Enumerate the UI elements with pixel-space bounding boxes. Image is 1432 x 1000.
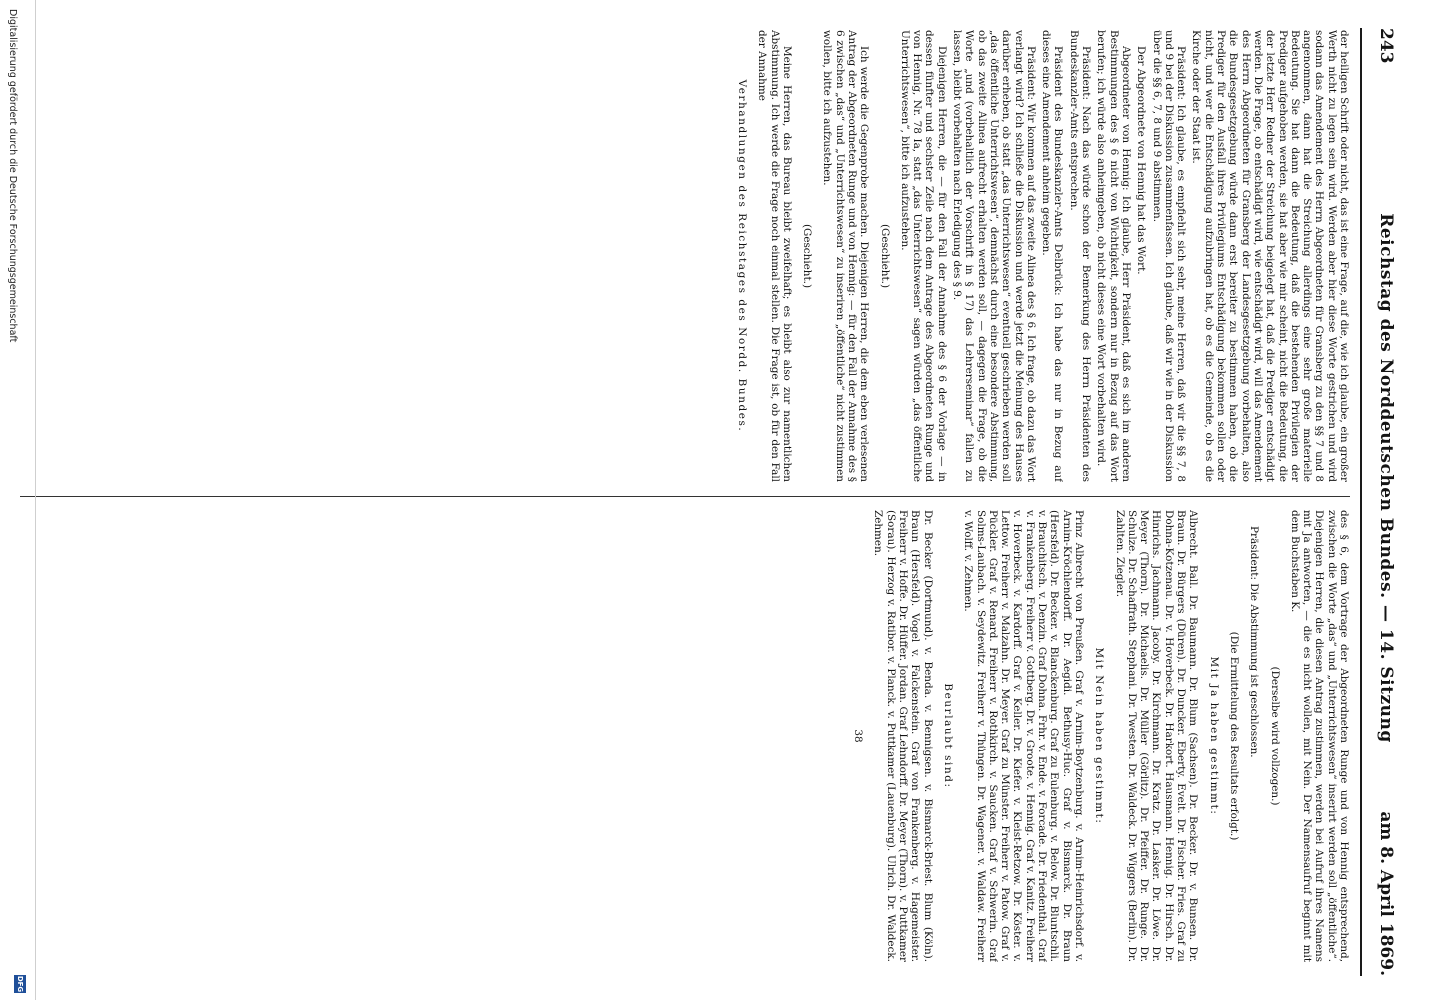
paragraph: Meine Herren, das Bureau bleibt zweifelhaft; es bleibt also zur namentlichen Abstimmung. Ich werde die Frage noch einmal stellen. Die Frage ist, ob für den Fall der Annahme xyxy=(756,30,793,482)
paragraph: Der Abgeordnete von Hennig hat das Wort. xyxy=(1135,46,1148,275)
dfg-logo-icon: DFG xyxy=(16,975,24,993)
paragraph: Ich werde die Gegenprobe machen. Diejenigen Herren, die dem eben verlesenen Antrag der Abgeordneten Runge und von Hennig: — für den Fall der Annahme des § 6 zwischen „das“ und „Unterrichtswesen“ zu inseriren „öffentliche“ nicht zustimmen wollen, bitte ich aufzustehen. xyxy=(821,30,871,482)
running-title: Reichstag des Norddeutschen Bundes. — 14. Sitzung xyxy=(1376,213,1396,743)
stage-direction: (Derselbe wird vollzogen.) xyxy=(1268,666,1281,806)
paragraph: Präsident: Ich glaube, es empfiehlt sich sehr, meine Herren, daß wir die §§ 7, 8 und 9 bei der Diskussion zusammenfassen. Ich glaube, daß wir wie in der Diskussion über die §§ 6, 7, 8 und 9 abstimmen. xyxy=(1150,30,1188,482)
signature-mark: 38 xyxy=(852,729,865,743)
name-list: Dr. Becker (Dortmund). v. Benda. v. Bennigsen. v. Bismarck-Briest. Blum (Köln). Braun (Hersfeld). Vogel v. Falckenstein. Graf von Frankenberg. v. Hagemeister. Freiherr v. Hoffe. Dr. Hüffer. Jordan. Graf Lehndorff. Dr. Meyer (Thorn). v. Puttkamer (Sorau). Herzog v. Ratibor. v. Planck. v. Puttkamer (Lauenburg). Ulrich. Dr. Waldeck. Zehmen. xyxy=(872,510,934,962)
column-footer: Verhandlungen des Reichstages des Nordd. Bundes. xyxy=(735,79,748,433)
section-heading: Mit Ja haben gestimmt: xyxy=(1207,656,1220,816)
page-number: 243 xyxy=(1376,28,1396,64)
stage-direction: (Geschieht.) xyxy=(801,223,814,289)
paragraph: Abgeordneter von Hennig: Ich glaube, Herr Präsident, daß es sich im anderen Bestimmungen des § 6 nicht von Wichtigkeit, sondern nur in Bezug auf das Wort berufen; ich würde also anheimgeben, ob nicht dieses eine Wort vorbehalten wird. xyxy=(1095,30,1132,482)
scan-edge xyxy=(35,0,36,1000)
stage-direction: (Die Ermittelung des Resultats erfolgt.) xyxy=(1227,631,1240,841)
watermark-text: Digitalisierung gefördert durch die Deutsche Forschungsgemeinschaft xyxy=(7,9,18,343)
paragraph: Präsident: Die Abstimmung ist geschlossen. xyxy=(1248,526,1261,758)
section-heading: Mit Nein haben gestimmt: xyxy=(1093,647,1106,825)
paragraph: Präsident: Wir kommen auf das zweite Alinea des § 6. Ich frage, ob dazu das Wort verlangt wird? Ich schließe die Diskussion und werde jetzt die Meinung des Hauses darüber erheben, ob statt „das Unterrichtswesen“ eventuell geschrieben werden soll „das öffentliche Unterrichtswesen“, demnächst durch eine besondere Abstimmung, ob das zweite Alinea aufrecht erhalten werden soll, — dagegen die Frage, ob die Worte „und (vorbehaltlich der Vorschrift in § 17) das Lehrerseminar“ fallen zu lassen, bleibt vorbehalten nach Erledigung des § 9. xyxy=(951,30,1037,482)
column-divider xyxy=(20,496,1350,497)
paragraph: des § 6, dem Vortrage der Abgeordneten Runge und von Hennig entsprechend, zwischen die Worte „das“ und „Unterrichtswesen“ inserirt werden soll „öffentliche“. Diejenigen Herren, die diesen Antrag zustimmen, werden bei Aufruf ihres Namens mit Ja antworten, — die es nicht wollen, mit Nein. Der Namensaufruf beginnt mit dem Buchstaben K. xyxy=(1288,510,1350,962)
page-header xyxy=(1360,28,1402,976)
paragraph: Diejenigen Herren, die — für den Fall der Annahme des § 6 der Vorlage — in dessen fünfter und sechster Zeile nach dem Antrage des Abgeordneten Runge und von Hennig, Nr. 78 Ia, statt „das Unterrichtswesen“ sagen würden „das öffentliche Unterrichtswesen“, bitte ich aufzustehen. xyxy=(898,30,948,482)
stage-direction: (Geschieht.) xyxy=(878,223,891,289)
paragraph: Präsident des Bundeskanzler-Amts Delbrück: Ich habe das nur in Bezug auf dieses eine Amendement anheim gegeben. xyxy=(1040,30,1065,482)
name-list: Prinz Albrecht von Preußen. Graf v. Arnim-Boytzenburg. v. Arnim-Heinrichsdorf. v. Arnim-Kröchlendorff. Dr. Aegidi. Bethusy-Huc. Graf v. Bismarck. Dr. Braun (Hersfeld). Dr. Becker. v. Blanckenburg. Graf zu Eulenburg. v. Below. Dr. Bluntschli. v. Brauchitsch. v. Denzin. Graf Dohna. Frhr. v. Ende. v. Forcade. Dr. Friedenthal. Graf v. Frankenberg. Freiherr v. Gottberg. Dr. v. Groote. v. Hennig. Graf v. Kanitz. Freiherr v. Hoverbeck. v. Kardorff. Graf v. Keller. Dr. Kiefer. v. Kleist-Retzow. Dr. Köster. v. Lettow. Freiherr v. Malzahn. Dr. Meyer. Graf zu Münster. Freiherr v. Patow. Graf v. Pückler. Graf v. Renard. Freiherr v. Rothkirch. v. Saucken. Graf v. Schwerin. Graf Solms-Laubach. v. Seydewitz. Freiherr v. Thüngen. Dr. Wagener. v. Waldaw. Freiherr v. Wolff. v. Zehmen. xyxy=(962,510,1085,962)
paragraph: Präsident: Nach das würde schon der Bemerkung des Herrn Präsidenten des Bundeskanzler-Amts entsprechen. xyxy=(1067,30,1093,482)
paragraph: der heiligen Schrift oder nicht, das ist eine Frage, auf die, wie ich glaube, ein großer Werth nicht zu legen sein wird. Werden aber hier diese Worte gestrichen und wird sodann das Amendement des Herrn Abgeordneten für Gransberg zu den §§ 7 und 8 angenommen, dann hat die Streichung allerdings eine sehr große materielle Bedeutung. Sie hat dann die Bedeutung, daß die bestehenden Privilegien der Prediger aufgehoben werden, sie hat aber wie mir scheint, nicht die Bedeutung, die der letzte Herr Redner der Streichung beigelegt hat, daß die Prediger entschädigt werden. Die Frage, ob entschädigt wird, wie entschädigt wird, will das Amendement des Herrn Abgeordneten für Gransberg der Landesgesetzgebung vorbehalten, also die Bundesgesetzgebung würde dann erst bereiter zu bestimmen haben, ob die Prediger für den Ausfall ihres Privilegiums Entschädigung bekommen sollen oder nicht, und wer die Entschädigung aufzubringen hat, ob es die Gemeinde, ob es die Kirche oder der Staat ist. xyxy=(1190,30,1350,482)
name-list: Albrecht. Ball. Dr. Baumann. Dr. Blum (Sachsen). Dr. Becker. Dr. v. Bunsen. Dr. Braun. Dr. Bürgers (Düren). Dr. Duncker. Eberty. Evelt. Dr. Fischer. Fries. Graf zu Dohna-Kotzenau. Dr. v. Hoverbeck. Dr. Harkort. Hausmann. Hennig. Dr. Hirsch. Dr. Hinrichs. Jachmann. Jacoby. Dr. Kirchmann. Dr. Kratz. Dr. Lasker. Dr. Löwe. Dr. Meyer (Thorn). Dr. Michaelis. Dr. Müller (Görlitz). Dr. Pfeiffer. Dr. Runge. Dr. Schulze. Dr. Schaffrath. Stephani. Dr. Twesten. Dr. Waldeck. Dr. Wiggers (Berlin). Dr. Zahlten. Ziegler. xyxy=(1113,510,1200,962)
right-column xyxy=(10,510,1350,962)
section-heading: Beurlaubt sind: xyxy=(941,683,954,789)
session-date: am 8. April 1869. xyxy=(1376,811,1396,976)
left-column xyxy=(10,30,1350,482)
